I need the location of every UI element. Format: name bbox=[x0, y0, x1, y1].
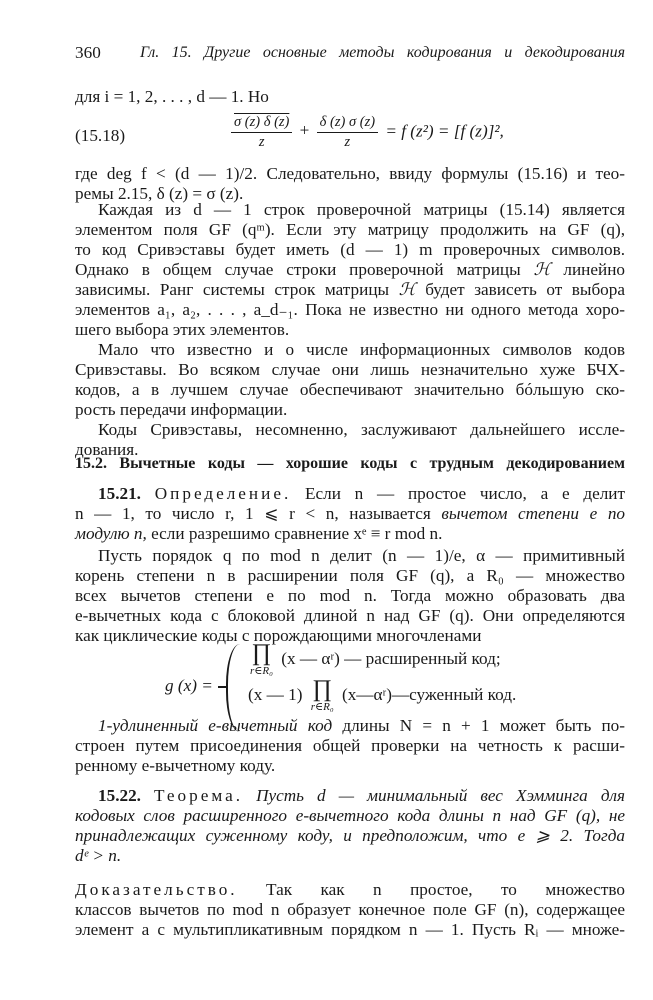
definition-line3-rest: если разрешимо сравнение xᵉ ≡ r mod n. bbox=[151, 524, 443, 543]
para2-line5 bbox=[75, 280, 625, 300]
gen-poly-row1-expr: (x — αʳ) — расширенный код; bbox=[281, 649, 501, 669]
fraction-1 bbox=[231, 112, 292, 151]
para6-line1-rest: длины N = n + 1 может быть по- bbox=[342, 716, 626, 735]
product-index: r∈R₀ bbox=[310, 701, 334, 714]
para2-line3: то код Сривэставы будет иметь (d — 1) m проверочных символов. bbox=[75, 240, 625, 259]
para6-line2: строен путем присоединения общей проверки на четность к расши- bbox=[75, 736, 625, 755]
para5-line3: всех вычетов степени e по mod n. Тогда можно образовать два bbox=[75, 586, 625, 605]
theorem-line4: dᵉ > n. bbox=[75, 846, 122, 865]
theorem-number: 15.22. bbox=[98, 786, 141, 805]
definition-line2-start: n — 1, то число r, 1 ⩽ r < n, называется bbox=[75, 504, 431, 523]
para3-line4: рость передачи информации. bbox=[75, 400, 288, 419]
equation-15-18 bbox=[228, 112, 504, 151]
left-brace-tip bbox=[218, 686, 228, 688]
script-h-symbol: ℋ bbox=[398, 280, 416, 300]
definition-line2 bbox=[75, 504, 625, 524]
product-symbol bbox=[250, 641, 273, 677]
para2-line5-start: зависимы. Ранг системы строк матрицы bbox=[75, 280, 390, 299]
intro-line: для i = 1, 2, . . . , d — 1. Но bbox=[75, 87, 269, 106]
para2-line4 bbox=[75, 260, 625, 280]
para5-line1: Пусть порядок q по mod n делит (n — 1)/e, α — примитивный bbox=[98, 546, 625, 565]
para6-term: 1-удлиненный e-вычетный код bbox=[98, 716, 333, 735]
proof-line3: элемент a с мультипликативным порядком n — 1. Пусть Rᵢ — множе- bbox=[75, 920, 625, 939]
para2-line2: элементом поля GF (qᵐ). Если эту матрицу продолжить на GF (q), bbox=[75, 220, 625, 239]
para5-line4: e-вычетных кода с блоковой длиной n над GF (q). Они определяются bbox=[75, 606, 625, 625]
para1-line2: ремы 2.15, δ (z) = σ (z). bbox=[75, 184, 244, 203]
para4-line2: дования. bbox=[75, 440, 139, 459]
definition-term: вычетом степени e по bbox=[441, 504, 626, 523]
theorem-line2: кодовых слов расширенного e-вычетного кода длины n над GF (q), не bbox=[75, 806, 625, 825]
gen-poly-lhs: g (x) = bbox=[165, 676, 213, 695]
product-sign: ∏ bbox=[251, 640, 272, 667]
definition-line1 bbox=[98, 484, 625, 504]
gen-poly-row2-factor: (x — 1) bbox=[248, 685, 303, 705]
theorem-label: Теорема. bbox=[154, 786, 244, 805]
para6-line3: ренному e-вычетному коду. bbox=[75, 756, 276, 775]
fraction-1-denominator: z bbox=[258, 134, 265, 150]
equation-rhs: = f (z²) = [f (z)]², bbox=[385, 121, 504, 141]
para1-line1: где deg f < (d — 1)/2. Следовательно, ввиду формулы (15.16) и тео- bbox=[75, 164, 625, 183]
fraction-1-numerator: σ (z) δ (z) bbox=[231, 112, 292, 133]
para2-line6: элементов a₁, a₂, . . . , a_d₋₁. Пока не известно ни одного метода хоро- bbox=[75, 300, 625, 319]
definition-label: Определение. bbox=[154, 484, 292, 503]
gen-poly-row1 bbox=[246, 640, 501, 677]
para5-line2: корень степени n в расширении поля GF (q), а R₀ — множество bbox=[75, 566, 625, 585]
gen-poly-row2 bbox=[248, 676, 516, 713]
theorem-line1-rest: Пусть d — минимальный вес Хэмминга для bbox=[256, 786, 625, 805]
running-title: Гл. 15. Другие основные методы кодирования и декодирования bbox=[140, 44, 625, 61]
fraction-2 bbox=[317, 112, 378, 151]
product-sign: ∏ bbox=[312, 676, 333, 703]
fraction-2-denominator: z bbox=[344, 134, 351, 150]
para2-line7: шего выбора этих элементов. bbox=[75, 320, 290, 339]
gen-poly-row2-expr: (x—αʳ)—суженный код. bbox=[341, 685, 517, 705]
script-h-symbol: ℋ bbox=[533, 260, 551, 280]
para3-line1: Мало что известно и о числе информационных символов кодов bbox=[98, 340, 625, 359]
product-symbol bbox=[311, 677, 334, 713]
definition-number: 15.21. bbox=[98, 484, 141, 503]
para4-line1: Коды Сривэставы, несомненно, заслуживают дальнейшего иссле- bbox=[98, 420, 625, 439]
para2-line5-end: будет зависеть от выбора bbox=[425, 280, 625, 299]
section-heading: 15.2. Вычетные коды — хорошие коды с трудным декодированием bbox=[75, 455, 625, 472]
para2-line4-end: линейно bbox=[563, 260, 625, 279]
para2-line1: Каждая из d — 1 строк проверочной матрицы (15.14) является bbox=[98, 200, 625, 219]
para6-line1 bbox=[98, 716, 625, 736]
plus-sign: + bbox=[299, 120, 310, 140]
definition-term-end: модулю n, bbox=[75, 524, 147, 543]
proof-line1 bbox=[75, 880, 625, 900]
equation-label: (15.18) bbox=[75, 126, 126, 145]
para3-line2: Сривэставы. Во всяком случае они лишь незначительно хуже БЧХ- bbox=[75, 360, 625, 379]
page-number: 360 bbox=[75, 43, 101, 62]
proof-line2: классов вычетов по mod n образует конечное поле GF (n), содержащее bbox=[75, 900, 625, 919]
definition-line3 bbox=[75, 524, 442, 544]
definition-line1-rest: Если n — простое число, а e делит bbox=[305, 484, 626, 503]
product-index: r∈R₀ bbox=[250, 665, 273, 678]
fraction-2-numerator: δ (z) σ (z) bbox=[317, 112, 378, 133]
theorem-line1 bbox=[98, 786, 625, 806]
proof-line1-rest: Так как n простое, то множество bbox=[266, 880, 625, 899]
para3-line3: кодов, а в лучшем случае обеспечивают значительно бóльшую ско- bbox=[75, 380, 625, 399]
proof-label: Доказательство. bbox=[75, 880, 238, 899]
para2-line4-start: Однако в общем случае строки проверочной матрицы bbox=[75, 260, 521, 279]
theorem-line3: принадлежащих суженному коду, и предположим, что e ⩾ 2. Тогда bbox=[75, 826, 625, 845]
para5-line5: как циклические коды с порождающими многочленами bbox=[75, 626, 482, 645]
